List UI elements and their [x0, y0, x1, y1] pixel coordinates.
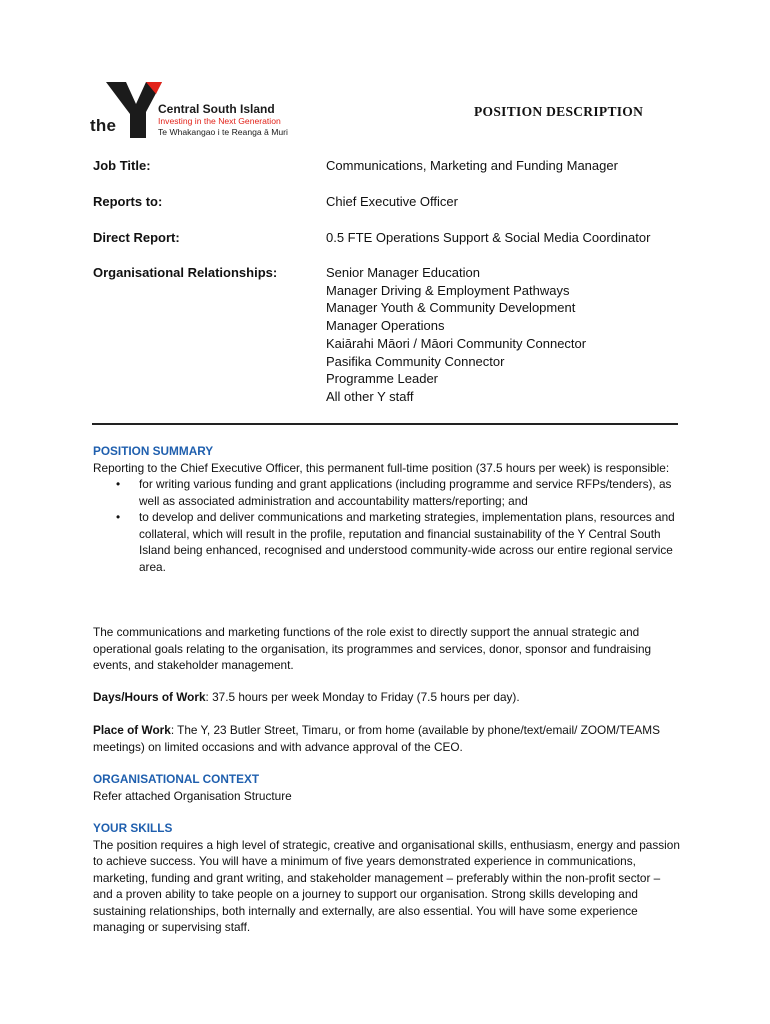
document-title: POSITION DESCRIPTION: [474, 104, 644, 119]
list-item: Manager Driving & Employment Pathways: [326, 282, 570, 298]
logo-the-text: the: [90, 116, 117, 135]
bullet-text: for writing various funding and grant applications (including programme and service RFPs/tenders), as well as associated administration and accountability matters/reporting; and: [139, 477, 672, 508]
place-paragraph: [93, 722, 683, 755]
hours-line: [93, 689, 683, 706]
list-item: Programme Leader: [326, 371, 438, 387]
ymca-logo: [86, 72, 326, 142]
bullet-icon: •: [116, 477, 121, 491]
place-label: Place of Work: [93, 723, 171, 737]
list-item: Pasifika Community Connector: [326, 353, 505, 369]
list-item: All other Y staff: [326, 388, 414, 404]
functions-text: The communications and marketing functions of the role exist to directly support the annual strategic and operational goals relating to the organisation, its programmes and services, donor, sponsor and fundraising events, and stakeholder management.: [93, 625, 652, 672]
job-title-label: Job Title:: [93, 158, 151, 173]
place-value: : The Y, 23 Butler Street, Timaru, or from home (available by phone/text/email/ ZOOM/TEAMS meetings) on limited occasions and with advance approval of the CEO.: [93, 723, 660, 754]
list-item: Manager Operations: [326, 318, 445, 334]
direct-report-value: 0.5 FTE Operations Support & Social Media Coordinator: [326, 230, 651, 245]
skills-text: The position requires a high level of strategic, creative and organisational skills, enthusiasm, energy and passion to achieve success. You will have a minimum of five years demonstrated experience in communications, marketing, funding and grant writing, and stakeholder management – preferably within the non-profit sector – and a proven ability to take people on a journey to support our organisation. Strong skills developing and sustaining relationships, both internally and externally, are also essential. You will have some experience managing or supervising staff.: [93, 837, 680, 934]
list-item: Kaiārahi Māori / Māori Community Connector: [326, 335, 587, 351]
skills-section: [93, 820, 683, 936]
hours-label: Days/Hours of Work: [93, 690, 206, 704]
list-item: [93, 509, 683, 575]
place-line: [93, 722, 683, 755]
relationships-label: Organisational Relationships:: [93, 265, 278, 280]
list-item: Manager Youth & Community Development: [326, 300, 576, 316]
summary-intro: Reporting to the Chief Executive Officer, this permanent full-time position (37.5 hours per week) is responsible:: [93, 460, 670, 475]
position-summary-section: [93, 443, 683, 575]
section-divider: [92, 423, 678, 425]
context-heading: ORGANISATIONAL CONTEXT: [93, 772, 260, 786]
bullet-icon: •: [116, 510, 121, 524]
list-item: Senior Manager Education: [326, 265, 480, 280]
logo-org-name: Central South Island: [158, 102, 275, 116]
position-summary-heading: POSITION SUMMARY: [93, 444, 214, 458]
summary-bullets: [93, 476, 683, 575]
relationships-list: [326, 264, 586, 406]
direct-report-label: Direct Report:: [93, 230, 180, 245]
reports-to-label: Reports to:: [93, 194, 163, 209]
list-item: [93, 476, 683, 509]
logo-tagline-maori: Te Whakangao i te Reanga ā Muri: [158, 127, 288, 137]
hours-paragraph: [93, 689, 683, 706]
context-section: [93, 771, 683, 804]
functions-paragraph: [93, 624, 683, 674]
logo-tagline: Investing in the Next Generation: [158, 116, 281, 126]
bullet-text: to develop and deliver communications and marketing strategies, implementation plans, resources and collateral, which will result in the profile, reputation and financial sustainability of the Y Central South Island being enhanced, recognised and understood community-wide across our entire regional service area.: [139, 510, 675, 574]
context-text: Refer attached Organisation Structure: [93, 788, 292, 803]
hours-value: : 37.5 hours per week Monday to Friday (7.5 hours per day).: [205, 690, 520, 704]
skills-heading: YOUR SKILLS: [93, 821, 173, 835]
job-title-value: Communications, Marketing and Funding Manager: [326, 158, 618, 173]
reports-to-value: Chief Executive Officer: [326, 194, 458, 209]
